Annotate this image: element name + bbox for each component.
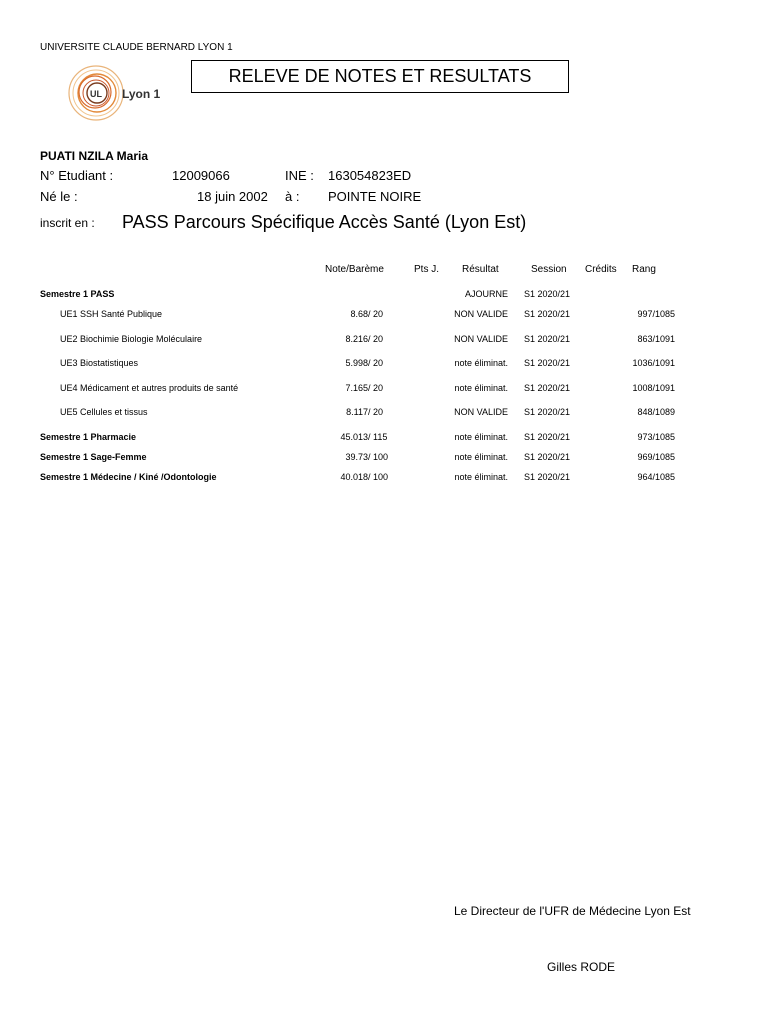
birth-date-value: 18 juin 2002 (197, 189, 268, 204)
row-session: S1 2020/21 (524, 472, 571, 482)
table-row-semester-sage-femme (0, 452, 768, 466)
row-note: 8.117 (346, 407, 368, 417)
row-label: UE3 Biostatistiques (60, 358, 139, 368)
row-label: UE5 Cellules et tissus (60, 407, 148, 417)
row-session: S1 2020/21 (524, 383, 571, 393)
table-row (0, 383, 768, 397)
student-name: PUATI NZILA Maria (40, 149, 149, 163)
table-row (0, 358, 768, 372)
row-bareme: / 20 (368, 309, 384, 319)
header-result: Résultat (462, 264, 499, 275)
row-session: S1 2020/21 (524, 334, 571, 344)
table-row (0, 407, 768, 421)
row-note: 45.013 (340, 432, 368, 442)
header-pts: Pts J. (414, 264, 440, 275)
row-label: Semestre 1 PASS (40, 289, 115, 299)
row-rang: 1036/1091 (632, 358, 675, 368)
table-row-semester-medecine (0, 472, 768, 486)
table-row-semester-pass (0, 289, 768, 303)
logo-text: Lyon 1 (122, 87, 161, 101)
header-session: Session (531, 264, 567, 275)
row-result: NON VALIDE (454, 309, 508, 319)
row-rang: 863/1091 (637, 334, 675, 344)
document-title (191, 60, 569, 93)
table-row (0, 334, 768, 348)
signature-role: Le Directeur de l'UFR de Médecine Lyon Est (454, 904, 691, 918)
row-rang: 969/1085 (637, 452, 675, 462)
row-rang: 997/1085 (637, 309, 675, 319)
row-result: note éliminat. (454, 432, 508, 442)
ine-label: INE : (285, 168, 314, 183)
document-title-text: RELEVE DE NOTES ET RESULTATS (228, 66, 532, 86)
row-note: 8.216 (345, 334, 368, 344)
table-row-semester-pharmacie (0, 432, 768, 446)
row-label: Semestre 1 Médecine / Kiné /Odontologie (40, 472, 217, 482)
birth-place-label: à : (285, 189, 300, 204)
table-row (0, 309, 768, 323)
row-bareme: / 100 (368, 452, 389, 462)
row-result: note éliminat. (454, 472, 508, 482)
row-bareme: / 20 (368, 407, 384, 417)
university-logo (66, 62, 176, 124)
enrolled-label: inscrit en : (40, 216, 95, 230)
birth-date-label: Né le : (40, 189, 78, 204)
header-credits: Crédits (585, 264, 617, 275)
signature-name: Gilles RODE (547, 960, 616, 974)
row-note: 5.998 (345, 358, 368, 368)
university-name: UNIVERSITE CLAUDE BERNARD LYON 1 (40, 42, 233, 53)
row-rang: 848/1089 (637, 407, 675, 417)
row-label: Semestre 1 Sage-Femme (40, 452, 147, 462)
row-session: S1 2020/21 (524, 452, 571, 462)
row-bareme: / 20 (368, 334, 384, 344)
row-rang: 973/1085 (637, 432, 675, 442)
row-session: S1 2020/21 (524, 358, 571, 368)
row-note: 39.73 (345, 452, 368, 462)
birth-place-value: POINTE NOIRE (328, 189, 422, 204)
row-session: S1 2020/21 (524, 289, 571, 299)
row-result: note éliminat. (454, 383, 508, 393)
program-name: PASS Parcours Spécifique Accès Santé (Lyon Est) (122, 212, 527, 232)
row-session: S1 2020/21 (524, 309, 571, 319)
svg-text:UL: UL (90, 89, 102, 99)
row-bareme: / 115 (368, 432, 388, 442)
row-result: note éliminat. (454, 358, 508, 368)
row-note: 7.165 (345, 383, 368, 393)
row-result: note éliminat. (454, 452, 508, 462)
row-label: UE1 SSH Santé Publique (60, 309, 163, 319)
header-note: Note/Barème (325, 264, 384, 275)
row-label: UE4 Médicament et autres produits de santé (60, 383, 239, 393)
row-result: NON VALIDE (454, 407, 508, 417)
row-note: 8.68 (350, 309, 368, 319)
row-bareme: / 100 (368, 472, 389, 482)
student-number-label: N° Etudiant : (40, 168, 114, 183)
row-label: UE2 Biochimie Biologie Moléculaire (60, 334, 203, 344)
row-result: NON VALIDE (454, 334, 508, 344)
ine-value: 163054823ED (328, 168, 412, 183)
row-result: AJOURNE (464, 289, 508, 299)
student-number-value: 12009066 (172, 168, 230, 183)
row-rang: 964/1085 (637, 472, 675, 482)
row-bareme: / 20 (368, 358, 384, 368)
row-session: S1 2020/21 (524, 407, 571, 417)
row-bareme: / 20 (368, 383, 384, 393)
row-session: S1 2020/21 (524, 432, 571, 442)
header-rang: Rang (632, 264, 656, 275)
row-label: Semestre 1 Pharmacie (40, 432, 137, 442)
row-note: 40.018 (340, 472, 368, 482)
row-rang: 1008/1091 (632, 383, 675, 393)
